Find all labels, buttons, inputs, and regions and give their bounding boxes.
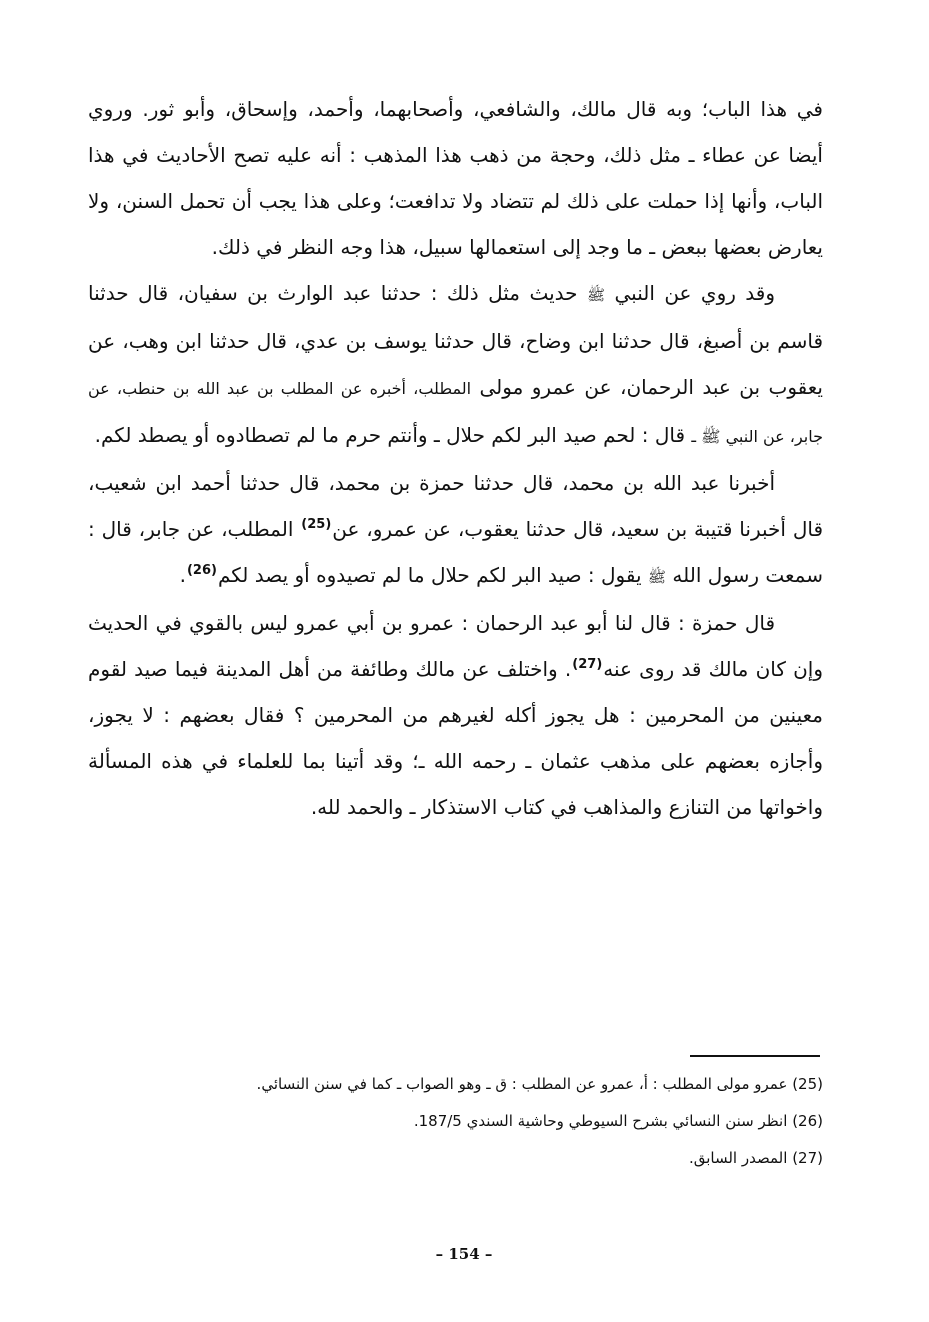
paragraph-2-isnad: حديث مثل ذلك : حدثنا عبد الوارث بن سفيان، قال حدثنا قاسم بن أصبغ، قال حدثنا ابن وضاح، قال حدثنا يوسف بن عدي، قال حدثنا ابن وهب، عن يعقوب بن عبد الرحمان، عن عمرو مولى <box>88 281 824 399</box>
footnote-ref-25[interactable]: (25) <box>301 517 332 533</box>
footnote-text: انظر سنن النسائي بشرح السيوطي وحاشية السندي 187/5. <box>413 1112 788 1130</box>
salla-glyph: ﷺ <box>647 568 667 586</box>
footnote-27 <box>120 1140 823 1177</box>
paragraph-2-hadith: قال : لحم صيد البر لكم حلال ـ وأنتم حرم ما لم تصطادوه أو يصطد لكم. <box>94 423 686 447</box>
paragraph-1 <box>88 86 823 270</box>
paragraph-4-rest: . واختلف عن مالك وطائفة من أهل المدينة فيما صيد لقوم معينين من المحرمين : هل يجوز أكله لغيرهم من المحرمين ؟ فقال بعضهم : لا يجوز، وأجازه بعضهم على مذهب عثمان ـ رحمه الله ـ؛ وقد أتينا بما للعلماء في هذه المسألة واخواتها من التنازع والمذاهب في كتاب الاستذكار ـ والحمد لله. <box>88 657 823 819</box>
paragraph-3-end: . <box>179 563 186 587</box>
paragraph-1-text: في هذا الباب؛ وبه قال مالك، والشافعي، وأصحابهما، وأحمد، وإسحاق، وأبو ثور. وروي أيضا عن عطاء ـ مثل ذلك، وحجة من ذهب هذا المذهب : أنه عليه تصح الأحاديث في هذا الباب، وأنها إذا حملت على ذلك لم تتضاد ولا تدافعت؛ وعلى هذا يجب أن تحمل السنن، ولا يعارض بعضها ببعض ـ ما وجد إلى استعمالها سبيل، هذا وجه النظر في ذلك. <box>88 97 823 259</box>
footnote-text: عمرو مولى المطلب : أ، عمرو عن المطلب : ق ـ وهو الصواب ـ كما في سنن النسائي. <box>256 1075 788 1093</box>
footnote-25 <box>120 1066 823 1103</box>
paragraph-3-isnad: أخبرنا عبد الله بن محمد، قال حدثنا حمزة بن محمد، قال حدثنا أحمد ابن شعيب، قال أخبرنا قتيبة بن سعيد، قال حدثنا يعقوب، عن عمرو، عن <box>88 471 824 541</box>
footnote-ref-26[interactable]: (26) <box>186 563 217 579</box>
paragraph-2-opening: وقد روي عن النبي <box>614 281 776 305</box>
salla-glyph: ﷺ <box>586 286 606 304</box>
footnote-separator <box>690 1055 820 1057</box>
footnote-number: (27) <box>792 1149 823 1167</box>
footnote-ref-27[interactable]: (27) <box>572 657 603 673</box>
footnote-number: (26) <box>792 1112 823 1130</box>
footnote-26 <box>120 1103 823 1140</box>
footnotes <box>120 1066 823 1177</box>
page-number: – 154 – <box>435 1245 493 1263</box>
main-text <box>88 86 823 830</box>
paragraph-3-hadith: يقول : صيد البر لكم حلال ما لم تصيدوه أو يصد لكم <box>217 563 642 587</box>
paragraph-2 <box>88 270 823 460</box>
paragraph-2-chain: المطلب، أخبره عن المطلب بن عبد الله بن حنطب، عن جابر، عن النبي ﷺ ـ <box>88 379 823 446</box>
footnote-number: (25) <box>792 1075 823 1093</box>
paragraph-3 <box>88 460 823 600</box>
footnote-text: المصدر السابق. <box>688 1149 788 1167</box>
paragraph-4-opening: قال حمزة : قال لنا أبو عبد الرحمان : عمرو بن أبي عمرو ليس بالقوي في الحديث وإن كان مالك قد روى عنه <box>88 611 823 681</box>
paragraph-3-middle: المطلب، عن جابر، قال : سمعت رسول الله <box>88 517 823 587</box>
paragraph-4 <box>88 600 823 830</box>
